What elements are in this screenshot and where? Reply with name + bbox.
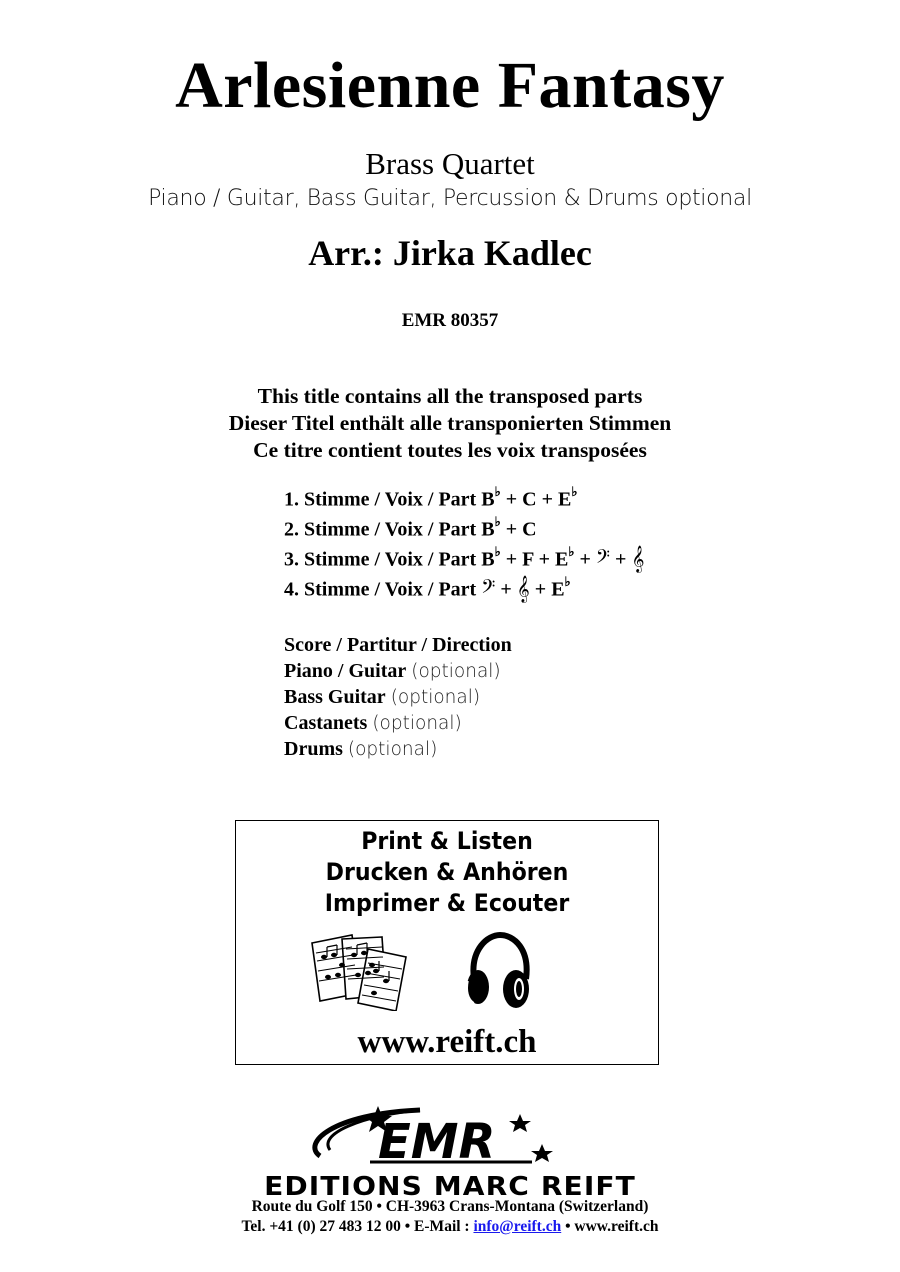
headphones-icon: [464, 931, 534, 1011]
svg-text:EMR: EMR: [378, 1114, 496, 1170]
sheet-music-icon: [306, 931, 416, 1011]
treble-clef-icon: 𝄞: [631, 546, 645, 573]
flat-icon: ♭: [568, 544, 575, 559]
transposed-note-de: Dieser Titel enthält alle transponierten Stimmen: [228, 411, 672, 435]
emr-logo-icon: [300, 1104, 600, 1170]
bass-clef-icon: 𝄢: [481, 576, 496, 603]
arranger: Arr.: Jirka Kadlec: [308, 233, 592, 273]
transposed-note-en: This title contains all the transposed parts: [257, 384, 643, 408]
part-1: 1. Stimme / Voix / Part B♭ + C + E♭: [284, 484, 578, 511]
promo-line-fr: Imprimer & Ecouter: [324, 889, 570, 917]
flat-icon: ♭: [571, 484, 578, 499]
catalog-number: EMR 80357: [401, 310, 499, 331]
flat-icon: ♭: [494, 484, 501, 499]
part-4: 4. Stimme / Voix / Part 𝄢 + 𝄞 + E♭: [284, 574, 571, 603]
promo-url[interactable]: www.reift.ch: [357, 1024, 537, 1060]
publisher-name: EDITIONS MARC REIFT: [264, 1172, 636, 1202]
flat-icon: ♭: [494, 544, 501, 559]
publisher-contact: Tel. +41 (0) 27 483 12 00 • E-Mail : info@reift.ch • www.reift.ch: [241, 1218, 659, 1235]
title: Arlesienne Fantasy: [175, 49, 725, 122]
email-link[interactable]: info@reift.ch: [473, 1218, 562, 1235]
flat-icon: ♭: [564, 574, 571, 589]
extra-drums: Drums (optional): [284, 738, 438, 760]
extra-piano-guitar: Piano / Guitar (optional): [284, 660, 501, 682]
bass-clef-icon: 𝄢: [595, 546, 611, 573]
part-3: 3. Stimme / Voix / Part B♭ + F + E♭ + 𝄢 + 𝄞: [284, 544, 645, 573]
promo-line-de: Drucken & Anhören: [325, 858, 569, 886]
promo-line-en: Print & Listen: [361, 827, 533, 855]
extra-castanets: Castanets (optional): [284, 712, 462, 734]
treble-clef-icon: 𝄞: [516, 576, 530, 603]
subtitle: Brass Quartet: [365, 146, 535, 181]
flat-icon: ♭: [494, 514, 501, 529]
extra-bass-guitar: Bass Guitar (optional): [284, 686, 481, 708]
print-listen-box: [235, 820, 659, 1065]
extra-score: Score / Partitur / Direction: [284, 634, 512, 656]
part-2: 2. Stimme / Voix / Part B♭ + C: [284, 514, 537, 541]
publisher-address: Route du Golf 150 • CH-3963 Crans-Montana (Switzerland): [251, 1198, 649, 1215]
transposed-note-fr: Ce titre contient toutes les voix transposées: [253, 438, 647, 462]
instrumentation: Piano / Guitar, Bass Guitar, Percussion & Drums optional: [148, 186, 752, 211]
